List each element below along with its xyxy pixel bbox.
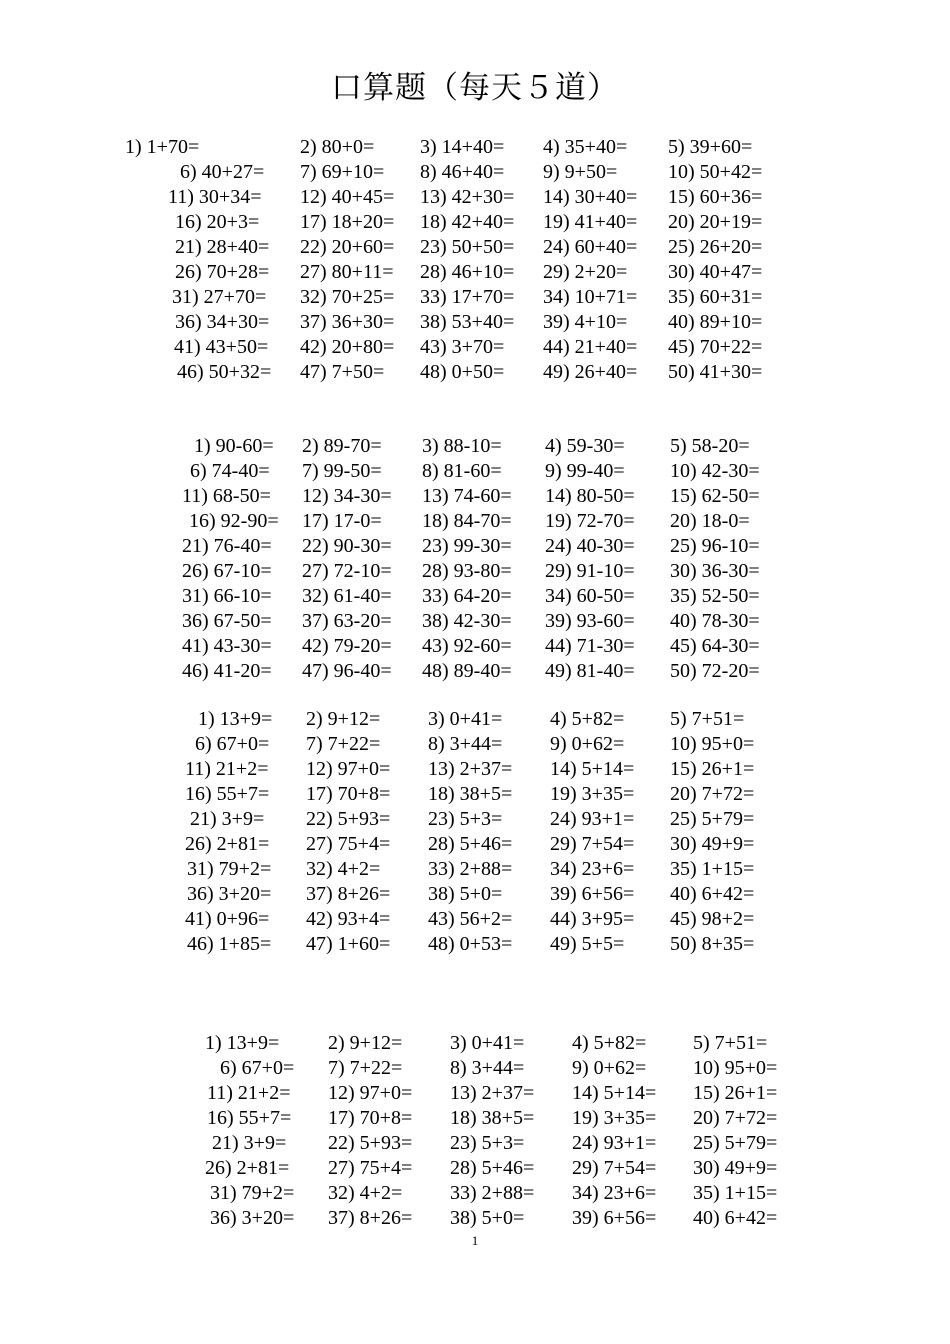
problem: 4) 5+82= [550, 708, 625, 730]
problem: 6) 67+0= [195, 733, 270, 755]
problem: 16) 55+7= [207, 1107, 292, 1129]
problem: 42) 20+80= [300, 336, 395, 358]
problem: 12) 40+45= [300, 186, 395, 208]
problem: 14) 30+40= [543, 186, 638, 208]
problem: 6) 74-40= [190, 460, 270, 482]
problem-row [0, 285, 950, 310]
problem-row [0, 310, 950, 335]
problem: 17) 18+20= [300, 211, 395, 233]
problem: 5) 7+51= [670, 708, 745, 730]
problem: 21) 3+9= [190, 808, 265, 830]
problem: 48) 89-40= [422, 660, 512, 682]
problem: 19) 3+35= [550, 783, 635, 805]
problem: 8) 46+40= [420, 161, 505, 183]
problem: 24) 40-30= [545, 535, 635, 557]
problem: 7) 69+10= [300, 161, 385, 183]
problem: 49) 81-40= [545, 660, 635, 682]
problem: 29) 2+20= [543, 261, 628, 283]
problem: 39) 6+56= [550, 883, 635, 905]
problem: 17) 70+8= [306, 783, 391, 805]
problem: 34) 10+71= [543, 286, 638, 308]
problem: 18) 84-70= [422, 510, 512, 532]
problem: 12) 97+0= [306, 758, 391, 780]
problem: 31) 79+2= [187, 858, 272, 880]
problem: 10) 95+0= [693, 1057, 778, 1079]
problem: 30) 49+9= [693, 1157, 778, 1179]
problem: 13) 74-60= [422, 485, 512, 507]
problem-row [0, 1081, 950, 1106]
problem: 40) 89+10= [668, 311, 763, 333]
problem: 7) 7+22= [328, 1057, 403, 1079]
problem: 1) 1+70= [125, 136, 200, 158]
problem: 9) 0+62= [550, 733, 625, 755]
problem: 23) 5+3= [450, 1132, 525, 1154]
problem: 41) 0+96= [185, 908, 270, 930]
problem: 40) 78-30= [670, 610, 760, 632]
problem: 15) 26+1= [693, 1082, 778, 1104]
problem: 27) 75+4= [328, 1157, 413, 1179]
problem: 11) 30+34= [168, 186, 262, 208]
problem: 32) 61-40= [302, 585, 392, 607]
problem: 25) 5+79= [693, 1132, 778, 1154]
problem: 18) 38+5= [428, 783, 513, 805]
problem: 44) 3+95= [550, 908, 635, 930]
problem-row [0, 882, 950, 907]
problem: 19) 41+40= [543, 211, 638, 233]
problem: 15) 26+1= [670, 758, 755, 780]
problem: 43) 56+2= [428, 908, 513, 930]
problem: 5) 39+60= [668, 136, 753, 158]
problem-row [0, 782, 950, 807]
problem-row [0, 1031, 950, 1056]
problem: 3) 0+41= [450, 1032, 525, 1054]
problem-row [0, 459, 950, 484]
problem-row [0, 160, 950, 185]
problem: 38) 5+0= [428, 883, 503, 905]
problem: 49) 5+5= [550, 933, 625, 955]
problem: 14) 5+14= [572, 1082, 657, 1104]
problem: 10) 95+0= [670, 733, 755, 755]
problem-row [0, 609, 950, 634]
problem: 27) 80+11= [300, 261, 394, 283]
problem-row [0, 757, 950, 782]
problem: 37) 8+26= [328, 1207, 413, 1229]
problem: 25) 96-10= [670, 535, 760, 557]
problem: 41) 43+50= [174, 336, 269, 358]
problem: 23) 50+50= [420, 236, 515, 258]
problem: 23) 5+3= [428, 808, 503, 830]
problem: 44) 71-30= [545, 635, 635, 657]
problem: 6) 67+0= [220, 1057, 295, 1079]
problem-row [0, 484, 950, 509]
problem: 45) 98+2= [670, 908, 755, 930]
problem: 36) 34+30= [175, 311, 270, 333]
problem: 31) 79+2= [210, 1182, 295, 1204]
problem: 17) 70+8= [328, 1107, 413, 1129]
problem: 5) 7+51= [693, 1032, 768, 1054]
problem: 1) 13+9= [205, 1032, 280, 1054]
problem: 20) 18-0= [670, 510, 750, 532]
problem: 8) 3+44= [450, 1057, 525, 1079]
problem: 9) 9+50= [543, 161, 618, 183]
problem: 22) 90-30= [302, 535, 392, 557]
problem: 26) 67-10= [182, 560, 272, 582]
problem: 6) 40+27= [180, 161, 265, 183]
problem: 12) 34-30= [302, 485, 392, 507]
problem: 29) 7+54= [572, 1157, 657, 1179]
problem: 10) 50+42= [668, 161, 763, 183]
problem: 47) 96-40= [302, 660, 392, 682]
problem: 3) 14+40= [420, 136, 505, 158]
problem: 9) 0+62= [572, 1057, 647, 1079]
problem: 20) 20+19= [668, 211, 763, 233]
problem: 39) 4+10= [543, 311, 628, 333]
problem: 32) 70+25= [300, 286, 395, 308]
problem: 29) 91-10= [545, 560, 635, 582]
problem: 39) 6+56= [572, 1207, 657, 1229]
problem: 35) 60+31= [668, 286, 763, 308]
problem: 50) 72-20= [670, 660, 760, 682]
problem: 38) 53+40= [420, 311, 515, 333]
problem: 43) 3+70= [420, 336, 505, 358]
problem: 3) 88-10= [422, 435, 502, 457]
problem: 16) 20+3= [175, 211, 260, 233]
problem: 21) 76-40= [182, 535, 272, 557]
page-number: 1 [471, 1233, 479, 1248]
problem-row [0, 932, 950, 957]
problem: 11) 21+2= [207, 1082, 291, 1104]
problem: 4) 59-30= [545, 435, 625, 457]
problem: 28) 46+10= [420, 261, 515, 283]
problem-row [0, 907, 950, 932]
problem-section-addition-3 [0, 1031, 950, 1231]
problem: 14) 5+14= [550, 758, 635, 780]
problem-section-addition-1 [0, 135, 950, 385]
problem: 37) 8+26= [306, 883, 391, 905]
problem: 33) 2+88= [428, 858, 513, 880]
problem: 47) 1+60= [306, 933, 391, 955]
problem: 32) 4+2= [328, 1182, 403, 1204]
problem-section-addition-2 [0, 707, 950, 957]
problem: 2) 89-70= [302, 435, 382, 457]
problem: 44) 21+40= [543, 336, 638, 358]
problem-row [0, 135, 950, 160]
problem: 26) 2+81= [185, 833, 270, 855]
problem: 15) 62-50= [670, 485, 760, 507]
problem: 22) 5+93= [328, 1132, 413, 1154]
problem: 8) 81-60= [422, 460, 502, 482]
problem: 13) 42+30= [420, 186, 515, 208]
problem: 25) 26+20= [668, 236, 763, 258]
problem: 48) 0+53= [428, 933, 513, 955]
problem: 28) 93-80= [422, 560, 512, 582]
problem: 28) 5+46= [428, 833, 513, 855]
problem: 36) 67-50= [182, 610, 272, 632]
problem: 22) 20+60= [300, 236, 395, 258]
problem: 30) 49+9= [670, 833, 755, 855]
problem: 4) 5+82= [572, 1032, 647, 1054]
problem-row [0, 235, 950, 260]
problem: 31) 27+70= [172, 286, 267, 308]
problem: 31) 66-10= [182, 585, 272, 607]
problem: 11) 68-50= [182, 485, 271, 507]
problem: 49) 26+40= [543, 361, 638, 383]
problem: 26) 70+28= [175, 261, 270, 283]
problem: 36) 3+20= [187, 883, 272, 905]
problem: 27) 75+4= [306, 833, 391, 855]
problem-row [0, 707, 950, 732]
problem: 37) 63-20= [302, 610, 392, 632]
problem-row [0, 185, 950, 210]
problem: 13) 2+37= [428, 758, 513, 780]
problem-row [0, 1156, 950, 1181]
problem: 2) 9+12= [328, 1032, 403, 1054]
problem: 5) 58-20= [670, 435, 750, 457]
problem-row [0, 1181, 950, 1206]
problem-row [0, 857, 950, 882]
problem-row [0, 1056, 950, 1081]
problem-row [0, 434, 950, 459]
problem: 43) 92-60= [422, 635, 512, 657]
problem: 16) 55+7= [185, 783, 270, 805]
problem: 40) 6+42= [670, 883, 755, 905]
problem: 41) 43-30= [182, 635, 272, 657]
problem: 46) 1+85= [187, 933, 272, 955]
problem: 20) 7+72= [693, 1107, 778, 1129]
problem: 35) 1+15= [693, 1182, 778, 1204]
problem: 47) 7+50= [300, 361, 385, 383]
problem: 39) 93-60= [545, 610, 635, 632]
problem: 30) 36-30= [670, 560, 760, 582]
problem: 33) 64-20= [422, 585, 512, 607]
problem: 33) 17+70= [420, 286, 515, 308]
problem: 10) 42-30= [670, 460, 760, 482]
problem: 7) 99-50= [302, 460, 382, 482]
problem: 50) 8+35= [670, 933, 755, 955]
problem-row [0, 659, 950, 684]
problem-row [0, 1106, 950, 1131]
problem: 35) 52-50= [670, 585, 760, 607]
problem: 24) 93+1= [550, 808, 635, 830]
problem: 34) 23+6= [550, 858, 635, 880]
problem: 32) 4+2= [306, 858, 381, 880]
problem: 36) 3+20= [210, 1207, 295, 1229]
problem-row [0, 509, 950, 534]
problem: 14) 80-50= [545, 485, 635, 507]
problem-row [0, 210, 950, 235]
problem-row [0, 559, 950, 584]
problem: 18) 42+40= [420, 211, 515, 233]
problem: 45) 70+22= [668, 336, 763, 358]
problem-row [0, 260, 950, 285]
problem: 46) 50+32= [177, 361, 272, 383]
problem: 19) 3+35= [572, 1107, 657, 1129]
problem: 18) 38+5= [450, 1107, 535, 1129]
page-title: 口算题（每天５道） [331, 70, 619, 106]
problem: 1) 13+9= [198, 708, 273, 730]
problem: 42) 93+4= [306, 908, 391, 930]
problem: 2) 80+0= [300, 136, 375, 158]
problem-row [0, 832, 950, 857]
problem: 24) 93+1= [572, 1132, 657, 1154]
problem: 40) 6+42= [693, 1207, 778, 1229]
problem: 2) 9+12= [306, 708, 381, 730]
problem: 8) 3+44= [428, 733, 503, 755]
problem: 19) 72-70= [545, 510, 635, 532]
problem: 9) 99-40= [545, 460, 625, 482]
problem: 45) 64-30= [670, 635, 760, 657]
problem: 24) 60+40= [543, 236, 638, 258]
problem: 11) 21+2= [185, 758, 269, 780]
problem: 33) 2+88= [450, 1182, 535, 1204]
problem: 22) 5+93= [306, 808, 391, 830]
problem: 15) 60+36= [668, 186, 763, 208]
problem-row [0, 1206, 950, 1231]
problem: 28) 5+46= [450, 1157, 535, 1179]
problem: 27) 72-10= [302, 560, 392, 582]
problem: 20) 7+72= [670, 783, 755, 805]
problem-row [0, 335, 950, 360]
problem: 23) 99-30= [422, 535, 512, 557]
problem-row [0, 584, 950, 609]
problem-row [0, 534, 950, 559]
problem: 50) 41+30= [668, 361, 763, 383]
problem-row [0, 732, 950, 757]
problem-row [0, 1131, 950, 1156]
problem: 38) 5+0= [450, 1207, 525, 1229]
problem: 17) 17-0= [302, 510, 382, 532]
problem: 4) 35+40= [543, 136, 628, 158]
problem: 16) 92-90= [189, 510, 279, 532]
problem-section-subtraction [0, 434, 950, 684]
problem: 21) 28+40= [175, 236, 270, 258]
problem-row [0, 634, 950, 659]
problem: 26) 2+81= [205, 1157, 290, 1179]
problem: 12) 97+0= [328, 1082, 413, 1104]
problem: 48) 0+50= [420, 361, 505, 383]
problem: 37) 36+30= [300, 311, 395, 333]
problem-row [0, 360, 950, 385]
problem: 29) 7+54= [550, 833, 635, 855]
problem: 30) 40+47= [668, 261, 763, 283]
problem: 1) 90-60= [194, 435, 274, 457]
problem: 38) 42-30= [422, 610, 512, 632]
problem: 25) 5+79= [670, 808, 755, 830]
problem: 42) 79-20= [302, 635, 392, 657]
problem: 13) 2+37= [450, 1082, 535, 1104]
problem: 35) 1+15= [670, 858, 755, 880]
problem: 3) 0+41= [428, 708, 503, 730]
problem: 7) 7+22= [306, 733, 381, 755]
problem: 34) 23+6= [572, 1182, 657, 1204]
problem: 46) 41-20= [182, 660, 272, 682]
problem-row [0, 807, 950, 832]
problem: 21) 3+9= [212, 1132, 287, 1154]
problem: 34) 60-50= [545, 585, 635, 607]
